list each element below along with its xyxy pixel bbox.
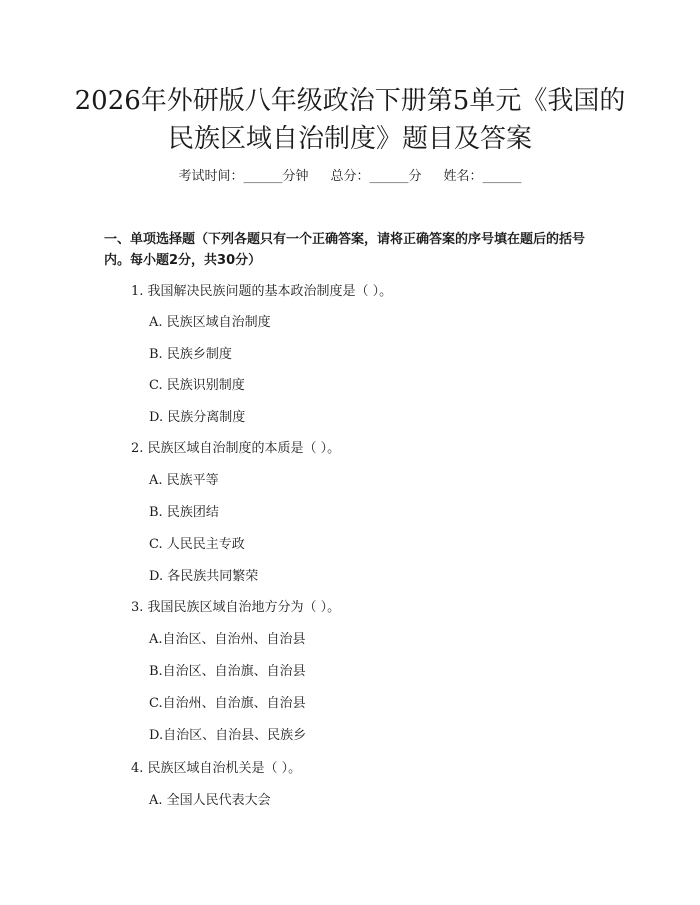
page-title: 2026年外研版八年级政治下册第5单元《我国的民族区域自治制度》题目及答案: [74, 86, 626, 154]
exam-meta: [0, 168, 700, 186]
option-c: C.自治州、自治旗、自治县: [149, 696, 306, 711]
section-heading: 一、单项选择题（下列各题只有一个正确答案，请将正确答案的序号填在题后的括号内。每小题2分，共30分）: [104, 232, 586, 268]
total-score-field: 总分：______分: [330, 169, 422, 184]
option-c: C. 人民民主专政: [149, 537, 245, 552]
question-stem: 1. 我国解决民族问题的基本政治制度是（ ）。: [131, 284, 393, 299]
option-c: C. 民族识别制度: [149, 378, 245, 393]
option-d: D. 民族分离制度: [149, 410, 246, 425]
question-stem: 3. 我国民族区域自治地方分为（ ）。: [131, 600, 341, 615]
option-a: A. 民族区域自治制度: [149, 315, 271, 330]
question-stem: 4. 民族区域自治机关是（ ）。: [131, 761, 302, 776]
exam-time-field: 考试时间：______分钟: [178, 169, 309, 184]
option-b: B. 民族乡制度: [149, 347, 232, 362]
student-name-field: 姓名：______: [443, 169, 522, 184]
option-b: B.自治区、自治旗、自治县: [149, 664, 306, 679]
option-b: B. 民族团结: [149, 505, 219, 520]
option-a: A.自治区、自治州、自治县: [149, 632, 306, 647]
option-d: D.自治区、自治县、民族乡: [149, 728, 307, 743]
option-d: D. 各民族共同繁荣: [149, 569, 259, 584]
question-stem: 2. 民族区域自治制度的本质是（ ）。: [131, 441, 341, 456]
option-a: A. 民族平等: [149, 473, 219, 488]
option-a: A. 全国人民代表大会: [149, 793, 271, 808]
